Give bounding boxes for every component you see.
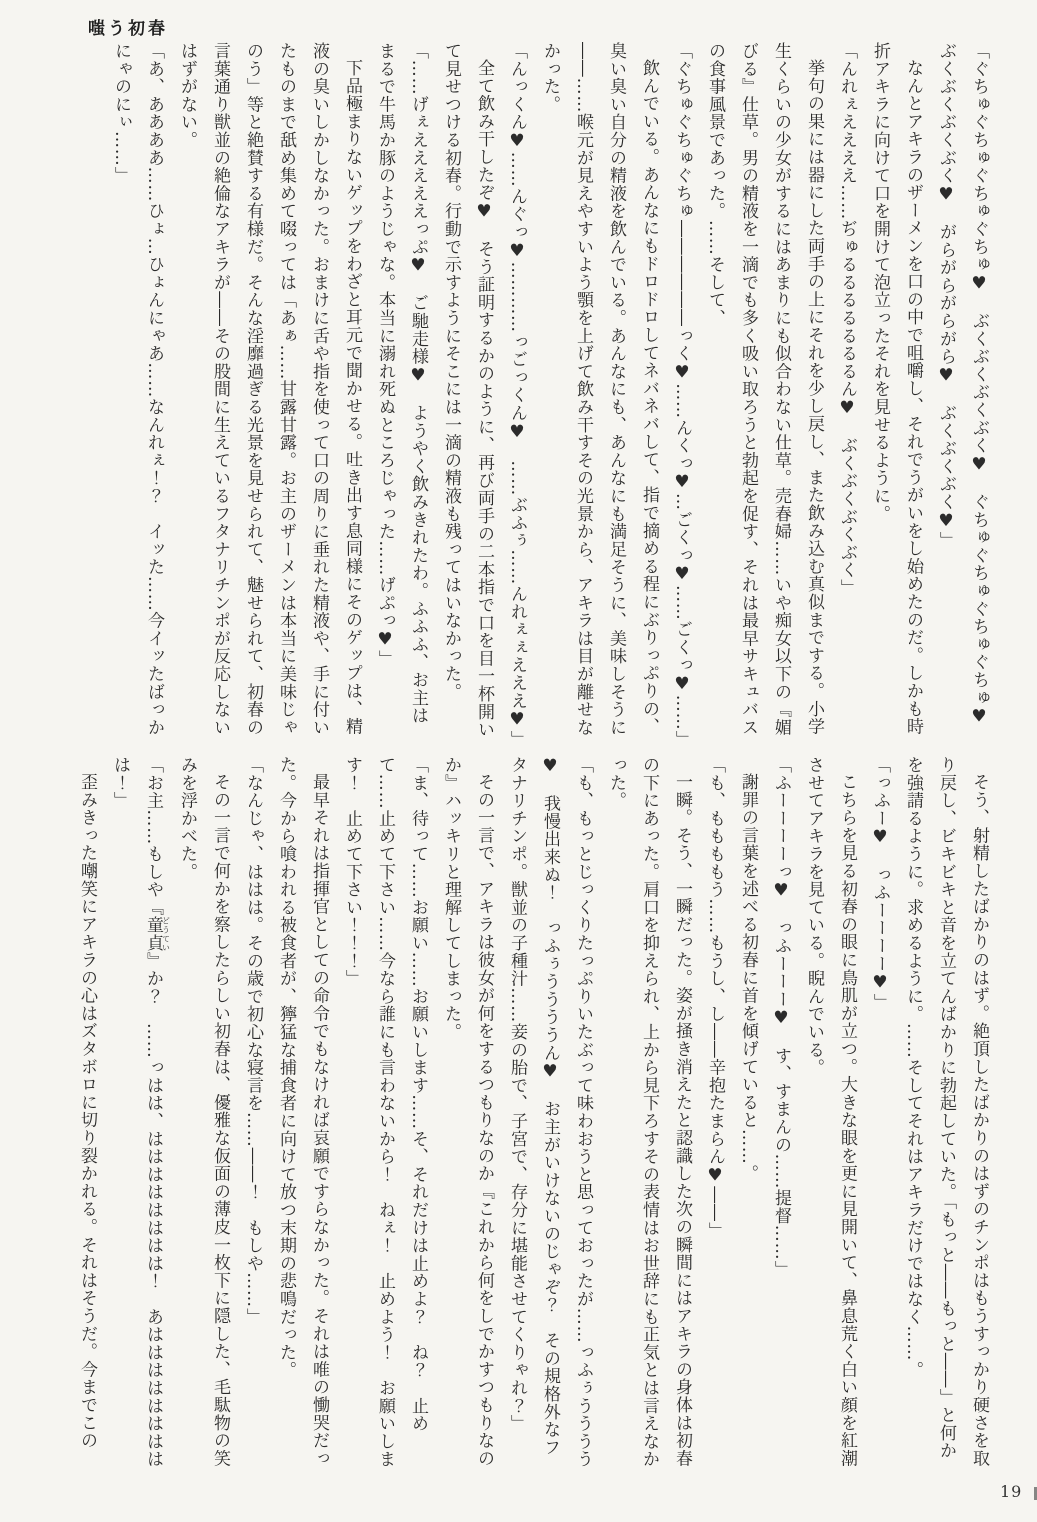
paragraph: 「ぐちゅぐちゅぐちゅ――――――っく♥……んくっ♥…ごくっ♥……ごくっ♥……」 [672, 42, 692, 749]
paragraph: 「んれぇええええ……ぢゅるるるるるるるん♥ ぶくぶくぶくぶく」 [837, 42, 857, 597]
paragraph: 謝罪の言葉を述べる初春に首を傾げていると……。 [738, 773, 758, 1183]
page-header-title: 嗤う初春 [88, 19, 168, 39]
paragraph: 「も、もっとじっくりたっぷりいたぶって味わおうと思っておったが……っふぅうううう♥ 我慢出来ぬ！ っふぅううううん♥ お主がいけないのじゃぞ？ その規格外なフタナリチンポ。獣並の子種汁……妾の胎で、子宮で、存分に堪能させてくりゃれ？」 [507, 756, 593, 1468]
paragraph: 「も、ももももう……もうし、し――辛抱たまらん♥――」 [705, 756, 725, 1240]
paragraph: 挙句の果には器にした両手の上にそれを少し戻し、また飲み込む真似までする。小学生くらいの少女がするにはあまりにも似合わない仕草。売春婦……いや痴女以下の『媚びる』仕草。男の精液を一滴でも多く吸い取ろうと勃起を促す、それは最早サキュバスの食事風景であった。……そして、 [705, 42, 824, 737]
paragraph: 歪みきった嘲笑にアキラの心はズタボロに切り裂かれる。それはそうだ。今までこの [77, 773, 97, 1450]
paragraph: 「……げぇえええええっぷ♥ ご馳走様♥ ようやく飲みきれたわ。ふふふ、お主はまるで牛馬か豚のようじゃな。本当に溺れ死ぬところじゃった……げぷっ♥」 [375, 42, 428, 725]
paragraph: そう、射精したばかりのはず。絶頂したばかりのはずのチンポはもうすっかり硬さを取り戻し、ビキビキと音を立てんばかりに勃起していた。「もっと――もっと――」と何かを強請るように。求めるように。……そしてそれはアキラだけではなく……。 [903, 756, 989, 1468]
paragraph: 全て飲み干したぞ♥ そう証明するかのように、再び両手の二本指で口を目一杯開いて見せつける初春。行動で示すようにそこには一滴の精液も残ってはいなかった。 [441, 42, 494, 739]
paragraph: なんとアキラのザーメンを口の中で咀嚼し、それでうがいをし始めたのだ。しかも時折アキラに向けて口を開けて泡立ったそれを見せるように。 [870, 42, 923, 736]
paragraph: その一言で、アキラは彼女が何をするつもりなのか『これから何をしでかすつもりなのか』ハッキリと理解してしまった。 [441, 756, 494, 1468]
paragraph: 「あ、ああああ……ひょ…ひょんにゃあ……なんれぇ！？ イッた……今イッたばっかにゃのにぃ……」 [111, 42, 164, 737]
paragraph: 下品極まりないゲップをわざと耳元で聞かせる。吐き出す息同様にそのゲップは、精液の臭いしかしなかった。おまけに舌や指を使って口の周りに垂れた精液や、手に付いたものまで舐め集めて啜っては「あぁ……甘露甘露。お主のザーメンは本当に美味じゃのう」等と絶賛する有様だ。そんな淫靡過ぎる光景を見せられて、魅せられて、初春の言葉通り獣並の絶倫なアキラが――その股間に生えているフタナリチンポが反応しないはずがない。 [177, 42, 362, 737]
paragraph: 「なんじゃ、ははは。その歳で初心な寝言を……――！ もしや……」 [243, 756, 263, 1326]
paragraph: 「ま、待って……お願い……お願いします……そ、それだけは止めよ？ ね？ 止めて……止めて下さい……今なら誰にも言わないから！ ねぇ！ 止めよう！ お願いします！ 止めて下さい！！！」 [342, 756, 428, 1468]
text-band-bottom [62, 756, 995, 1468]
paragraph: 最早それは指揮官としての命令でもなければ哀願ですらなかった。それは唯の慟哭だった。今から喰われる被食者が、獰猛な捕食者に向けて放つ末期の悲鳴だった。 [276, 756, 329, 1468]
text-band-top [62, 42, 995, 749]
page-number: 19 [1000, 1482, 1023, 1501]
paragraph: 飲んでいる。あんなにもドロドロしてネバネバして、指で摘める程にぶりっぷりの、臭い臭い自分の精液を飲んでいる。あんなにも、あんなにも満足そうに、美味しそうに――……喉元が見えやすいよう顎を上げて飲み干すその光景から、アキラは目が離せなかった。 [540, 42, 659, 737]
paragraph: 一瞬。そう、一瞬だった。姿が掻き消えたと認識した次の瞬間にはアキラの身体は初春の下にあった。肩口を抑えられ、上から見下ろすその表情はお世辞にも正気とは言えなかった。 [606, 756, 692, 1468]
paragraph: 「ぐちゅぐちゅぐちゅぐちゅ♥ ぶくぶくぶくぶく♥ ぐちゅぐちゅぐちゅぐちゅ♥ぶくぶくぶくぶく♥ がらがらがらがら♥ ぶくぶくぶく♥」 [936, 42, 989, 728]
paragraph: その一言で何かを察したらしい初春は、優雅な仮面の薄皮一枚下に隠した、毛駄物の笑みを浮かべた。 [177, 756, 230, 1468]
paragraph: 「っふー♥ っふーーーー♥」 [870, 756, 890, 1012]
paragraph: こちらを見る初春の眼に鳥肌が立つ。大きな眼を更に見開いて、鼻息荒く白い顔を紅潮させてアキラを見ている。睨んでいる。 [804, 756, 857, 1468]
paragraph: 「んっくん♥……んぐっ♥…………っごっくん♥ ……ぶふぅ……んれぇぇえええ♥」 [507, 42, 527, 749]
paragraph: 「お主……もしや『童貞どうてい』か？ ……っはは、はははははははは！ あははははははははは！」 [110, 756, 171, 1469]
paragraph: 「ふーーーーっ♥ っふーーー♥ す、すまんの……提督……」 [771, 756, 791, 1279]
